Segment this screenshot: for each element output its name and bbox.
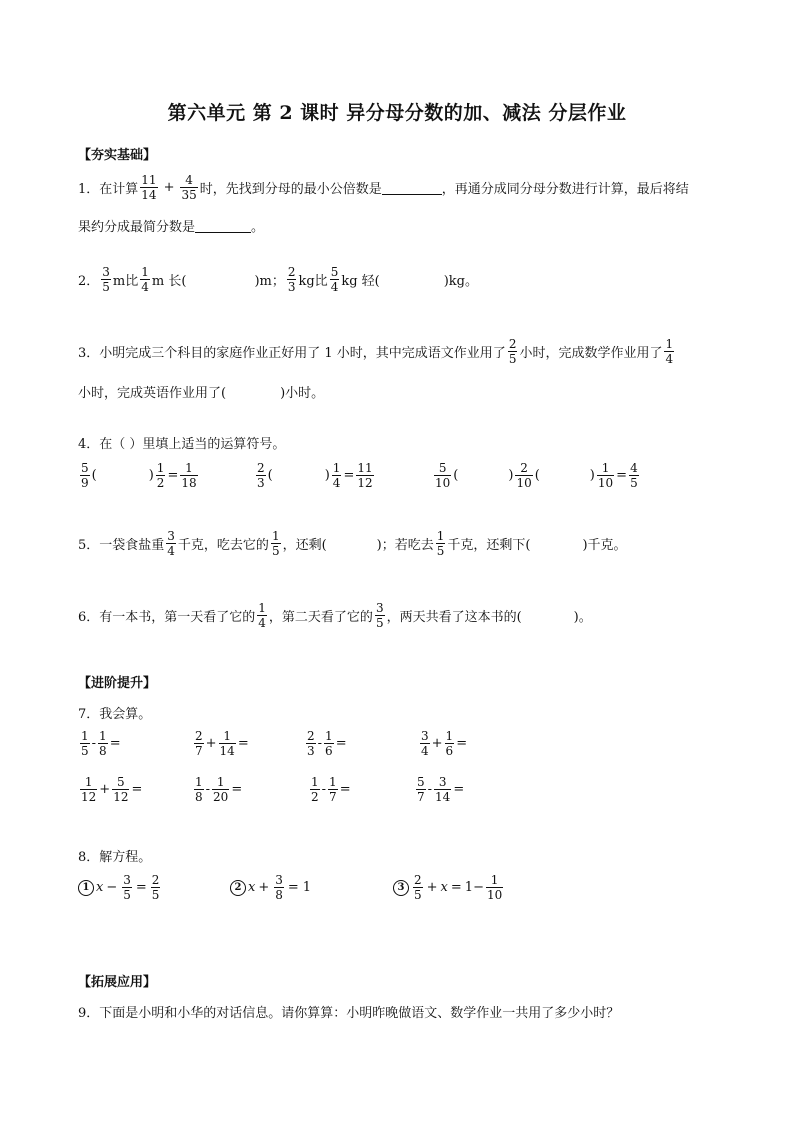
calc-item: $\frac{2}{7}$ + $\frac{1}{14}$ = bbox=[195, 729, 249, 758]
calc-item: $\frac{1}{2}$ - $\frac{1}{7}$ = bbox=[311, 775, 351, 804]
calc-item: $\frac{3}{4}$ + $\frac{1}{6}$ = bbox=[421, 729, 468, 758]
question-3-line-1: 3．小明完成三个科目的家庭作业正好用了 1 小时，其中完成语文作业用了 $\frac{2}{5}$ 小时，完成数学作业用了 $\frac{1}{4}$ bbox=[78, 337, 674, 366]
calc-item: $\frac{1}{8}$ - $\frac{1}{20}$ = bbox=[195, 775, 243, 804]
question-5: 5．一袋食盐重 $\frac{3}{4}$ 千克，吃去它的 $\frac{1}{5}$ ，还剩( )；若吃去 $\frac{1}{5}$ 千克，还剩下( )千克。 bbox=[78, 529, 627, 558]
fraction: $\frac{1}{4}$ bbox=[665, 337, 674, 366]
calc-item: $\frac{2}{3}$ - $\frac{1}{6}$ = bbox=[307, 729, 347, 758]
question-4-item-3: $\frac{5}{10}$ ( ) $\frac{2}{10}$ ( ) $\frac{1}{10}$ = $\frac{4}{5}$ bbox=[435, 461, 638, 490]
fraction: $\frac{2}{3}$ bbox=[287, 265, 296, 294]
question-2: 2． $\frac{3}{5}$ m比 $\frac{1}{4}$ m 长( )m； $\frac{2}{3}$ kg比 $\frac{5}{4}$ kg 轻( )kg。 bbox=[78, 265, 479, 294]
circled-number: 1 bbox=[78, 880, 94, 896]
circled-number: 3 bbox=[393, 880, 409, 896]
fraction: $\frac{5}{4}$ bbox=[330, 265, 339, 294]
section-heading-advanced: 【进阶提升】 bbox=[78, 676, 157, 691]
question-8-prompt: 8．解方程。 bbox=[78, 850, 152, 865]
section-heading-basic: 【夯实基础】 bbox=[78, 148, 157, 163]
fraction: $\frac{1}{4}$ bbox=[141, 265, 149, 294]
equation-1: 1 x − $\frac{3}{5}$ = $\frac{2}{5}$ bbox=[78, 874, 162, 901]
question-4-item-2: $\frac{2}{3}$ ( ) $\frac{1}{4}$ = $\frac{11}{12}$ bbox=[257, 461, 373, 490]
question-3-line-2: 小时，完成英语作业用了( )小时。 bbox=[78, 386, 325, 401]
question-1-line-1: 1．在计算 $\frac{11}{14}$ + $\frac{4}{35}$ 时，先找到分母的最小公倍数是 ，再通分成同分母分数进行计算，最后将结 bbox=[78, 173, 689, 202]
fraction: $\frac{4}{35}$ bbox=[181, 173, 197, 202]
page-title: 第六单元 第 2 课时 异分母分数的加、减法 分层作业 bbox=[167, 102, 627, 124]
equation-2: 2 x + $\frac{3}{8}$ = 1 bbox=[230, 874, 311, 901]
question-4-prompt: 4．在（ ）里填上适当的运算符号。 bbox=[78, 437, 286, 452]
fraction: $\frac{3}{5}$ bbox=[102, 265, 110, 294]
answer-blank[interactable] bbox=[195, 218, 251, 233]
question-9: 9．下面是小明和小华的对话信息。请你算算：小明昨晚做语文、数学作业一共用了多少小时？ bbox=[78, 1006, 620, 1021]
question-1-line-2: 果约分成最简分数是 。 bbox=[78, 220, 265, 235]
circled-number: 2 bbox=[230, 880, 246, 896]
calc-item: $\frac{1}{5}$ - $\frac{1}{8}$ = bbox=[81, 729, 121, 758]
fraction: $\frac{11}{14}$ bbox=[141, 173, 157, 202]
fraction: $\frac{2}{5}$ bbox=[508, 337, 517, 366]
section-heading-extension: 【拓展应用】 bbox=[78, 975, 157, 990]
question-6: 6．有一本书，第一天看了它的 $\frac{1}{4}$ ，第二天看了它的 $\frac{3}{5}$ ，两天共看了这本书的( )。 bbox=[78, 601, 592, 630]
calc-item: $\frac{5}{7}$ - $\frac{3}{14}$ = bbox=[417, 775, 465, 804]
calc-item: $\frac{1}{12}$ + $\frac{5}{12}$ = bbox=[81, 775, 143, 804]
answer-blank[interactable] bbox=[382, 180, 442, 195]
question-4-item-1: $\frac{5}{9}$ ( ) $\frac{1}{2}$ = $\frac{1}{18}$ bbox=[81, 461, 197, 490]
equation-3: 3 $\frac{2}{5}$ + x = 1 − $\frac{1}{10}$ bbox=[393, 874, 505, 901]
question-7-prompt: 7．我会算。 bbox=[78, 707, 152, 722]
